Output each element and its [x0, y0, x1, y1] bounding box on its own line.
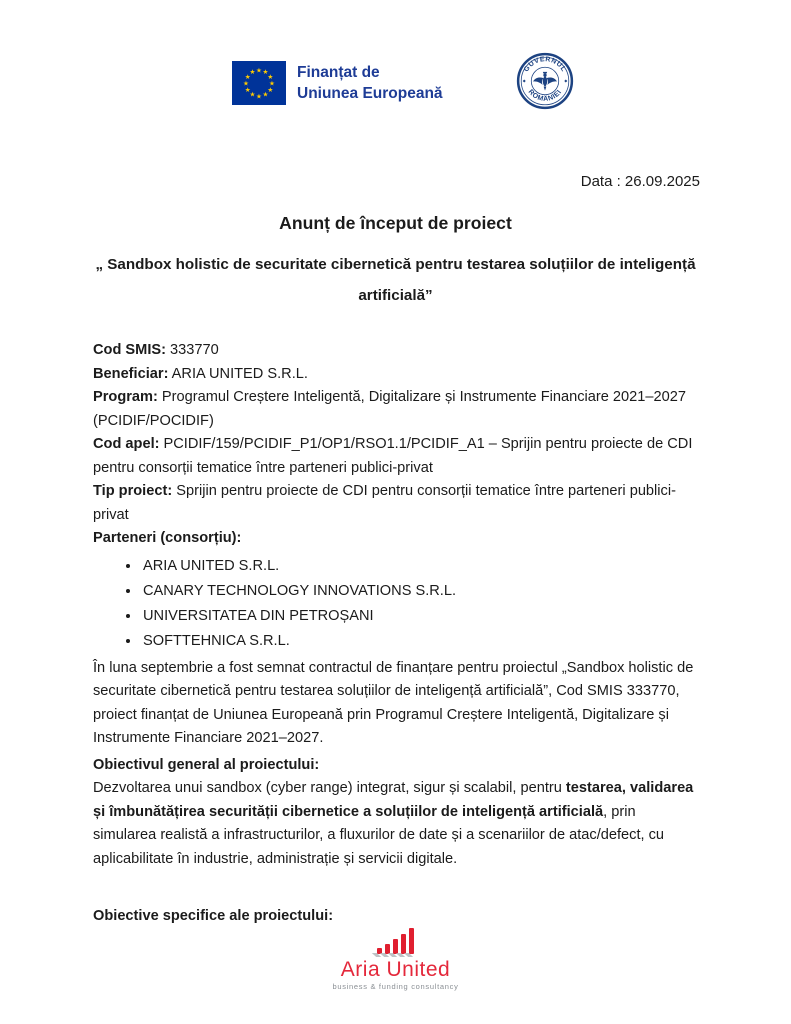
eu-star-icon: ★	[256, 92, 262, 101]
bar	[409, 928, 414, 954]
partners-list	[93, 555, 701, 654]
document-body	[93, 339, 701, 929]
eu-logo-text	[297, 62, 443, 104]
objective-bold-text: testarea, validarea și îmbunătățirea securității cibernetice a soluțiilor de inteligență artificială	[93, 780, 694, 820]
specific-objectives-heading: Obiective specifice ale proiectului:	[93, 908, 334, 925]
aria-tagline: business & funding consultancy	[332, 982, 459, 991]
aria-brand-name: Aria United	[340, 958, 451, 981]
project-subtitle: „ Sandbox holistic de securitate cibernetică pentru testarea soluțiilor de inteligență artificială”	[95, 256, 696, 304]
detail-value: 333770	[165, 342, 219, 358]
detail-tip-proiect	[93, 480, 701, 527]
eu-star-icon: ★	[267, 72, 274, 81]
detail-program	[93, 386, 701, 433]
detail-value: Programul Creștere Inteligentă, Digitalizare și Instrumente Financiare 2021–2027 (PCIDIF/POCIDIF)	[93, 389, 686, 429]
eu-star-icon: ★	[262, 68, 269, 76]
detail-value: Sprijin pentru proiecte de CDI pentru consorții tematice între parteneri publici-privat	[93, 483, 676, 523]
detail-value: ARIA UNITED S.R.L.	[168, 365, 308, 382]
detail-label: Beneficiar:	[93, 365, 169, 382]
bar	[401, 934, 406, 954]
partner-item: • SOFTTEHNICA S.R.L.	[141, 630, 701, 654]
intro-paragraph: În luna septembrie a fost semnat contractul de finanțare pentru proiectul „Sandbox holistic de securitate cibernetică pentru testarea soluțiilor de inteligență artificială”, Cod SMIS 333770, proiect finanțat de Uniunea Europeană prin Programul Creștere Inteligentă, Digitalizare și Instrumente Financiare 2021–2027.	[93, 659, 694, 747]
eu-logo-line2: Uniunea Europeană	[297, 85, 443, 102]
date-line: Data : 26.09.2025	[580, 173, 700, 190]
bar	[393, 939, 398, 954]
page-title: Anunț de început de proiect	[279, 213, 512, 233]
detail-label: Cod apel:	[93, 436, 160, 452]
eu-star-icon: ★	[262, 90, 269, 99]
detail-label: Program:	[93, 389, 158, 405]
partner-item: • UNIVERSITATEA DIN PETROȘANI	[141, 605, 701, 629]
detail-cod-apel	[93, 433, 701, 480]
partners-heading: Parteneri (consorțiu):	[93, 530, 242, 546]
general-objective-heading: Obiectivul general al proiectului:	[93, 756, 320, 773]
eu-star-icon: ★	[244, 72, 251, 81]
aria-united-logo	[0, 926, 791, 992]
objective-text: , prin simularea realistă a infrastructurilor, a fluxurilor de date și a scenariilor de atac/defect, cu aplicabilitate în industrie, administrație și servicii digitale.	[93, 803, 665, 867]
eu-funding-logo	[232, 61, 443, 105]
eu-star-icon: ★	[249, 68, 256, 76]
eu-flag-icon	[232, 61, 286, 105]
eu-star-icon: ★	[267, 85, 274, 94]
partner-item: • CANARY TECHNOLOGY INNOVATIONS S.R.L.	[141, 580, 701, 604]
general-objective-paragraph	[93, 777, 701, 871]
eu-logo-line1: Finanțat de	[297, 64, 380, 81]
detail-label: Tip proiect:	[93, 483, 173, 499]
detail-cod-smis	[93, 339, 701, 363]
detail-label: Cod SMIS:	[93, 342, 166, 358]
eu-star-icon: ★	[243, 79, 249, 88]
aria-bars-icon	[377, 926, 414, 954]
eu-star-icon: ★	[256, 66, 262, 75]
gov-seal-icon	[516, 52, 574, 110]
seal-text-bottom: ROMÂNIEI	[526, 88, 564, 103]
detail-beneficiar	[93, 363, 701, 387]
eu-star-icon: ★	[269, 79, 275, 88]
detail-value: PCIDIF/159/PCIDIF_P1/OP1/RSO1.1/PCIDIF_A1 – Sprijin pentru proiecte de CDI pentru consorții tematice între parteneri publici-privat	[93, 436, 693, 476]
eu-star-icon: ★	[249, 90, 256, 99]
objective-text: Dezvoltarea unui sandbox (cyber range) integrat, sigur și scalabil, pentru	[93, 780, 566, 797]
eu-star-icon: ★	[244, 85, 251, 94]
seal-text-top: GUVERNUL	[522, 56, 568, 74]
partner-item: • ARIA UNITED S.R.L.	[141, 555, 701, 579]
